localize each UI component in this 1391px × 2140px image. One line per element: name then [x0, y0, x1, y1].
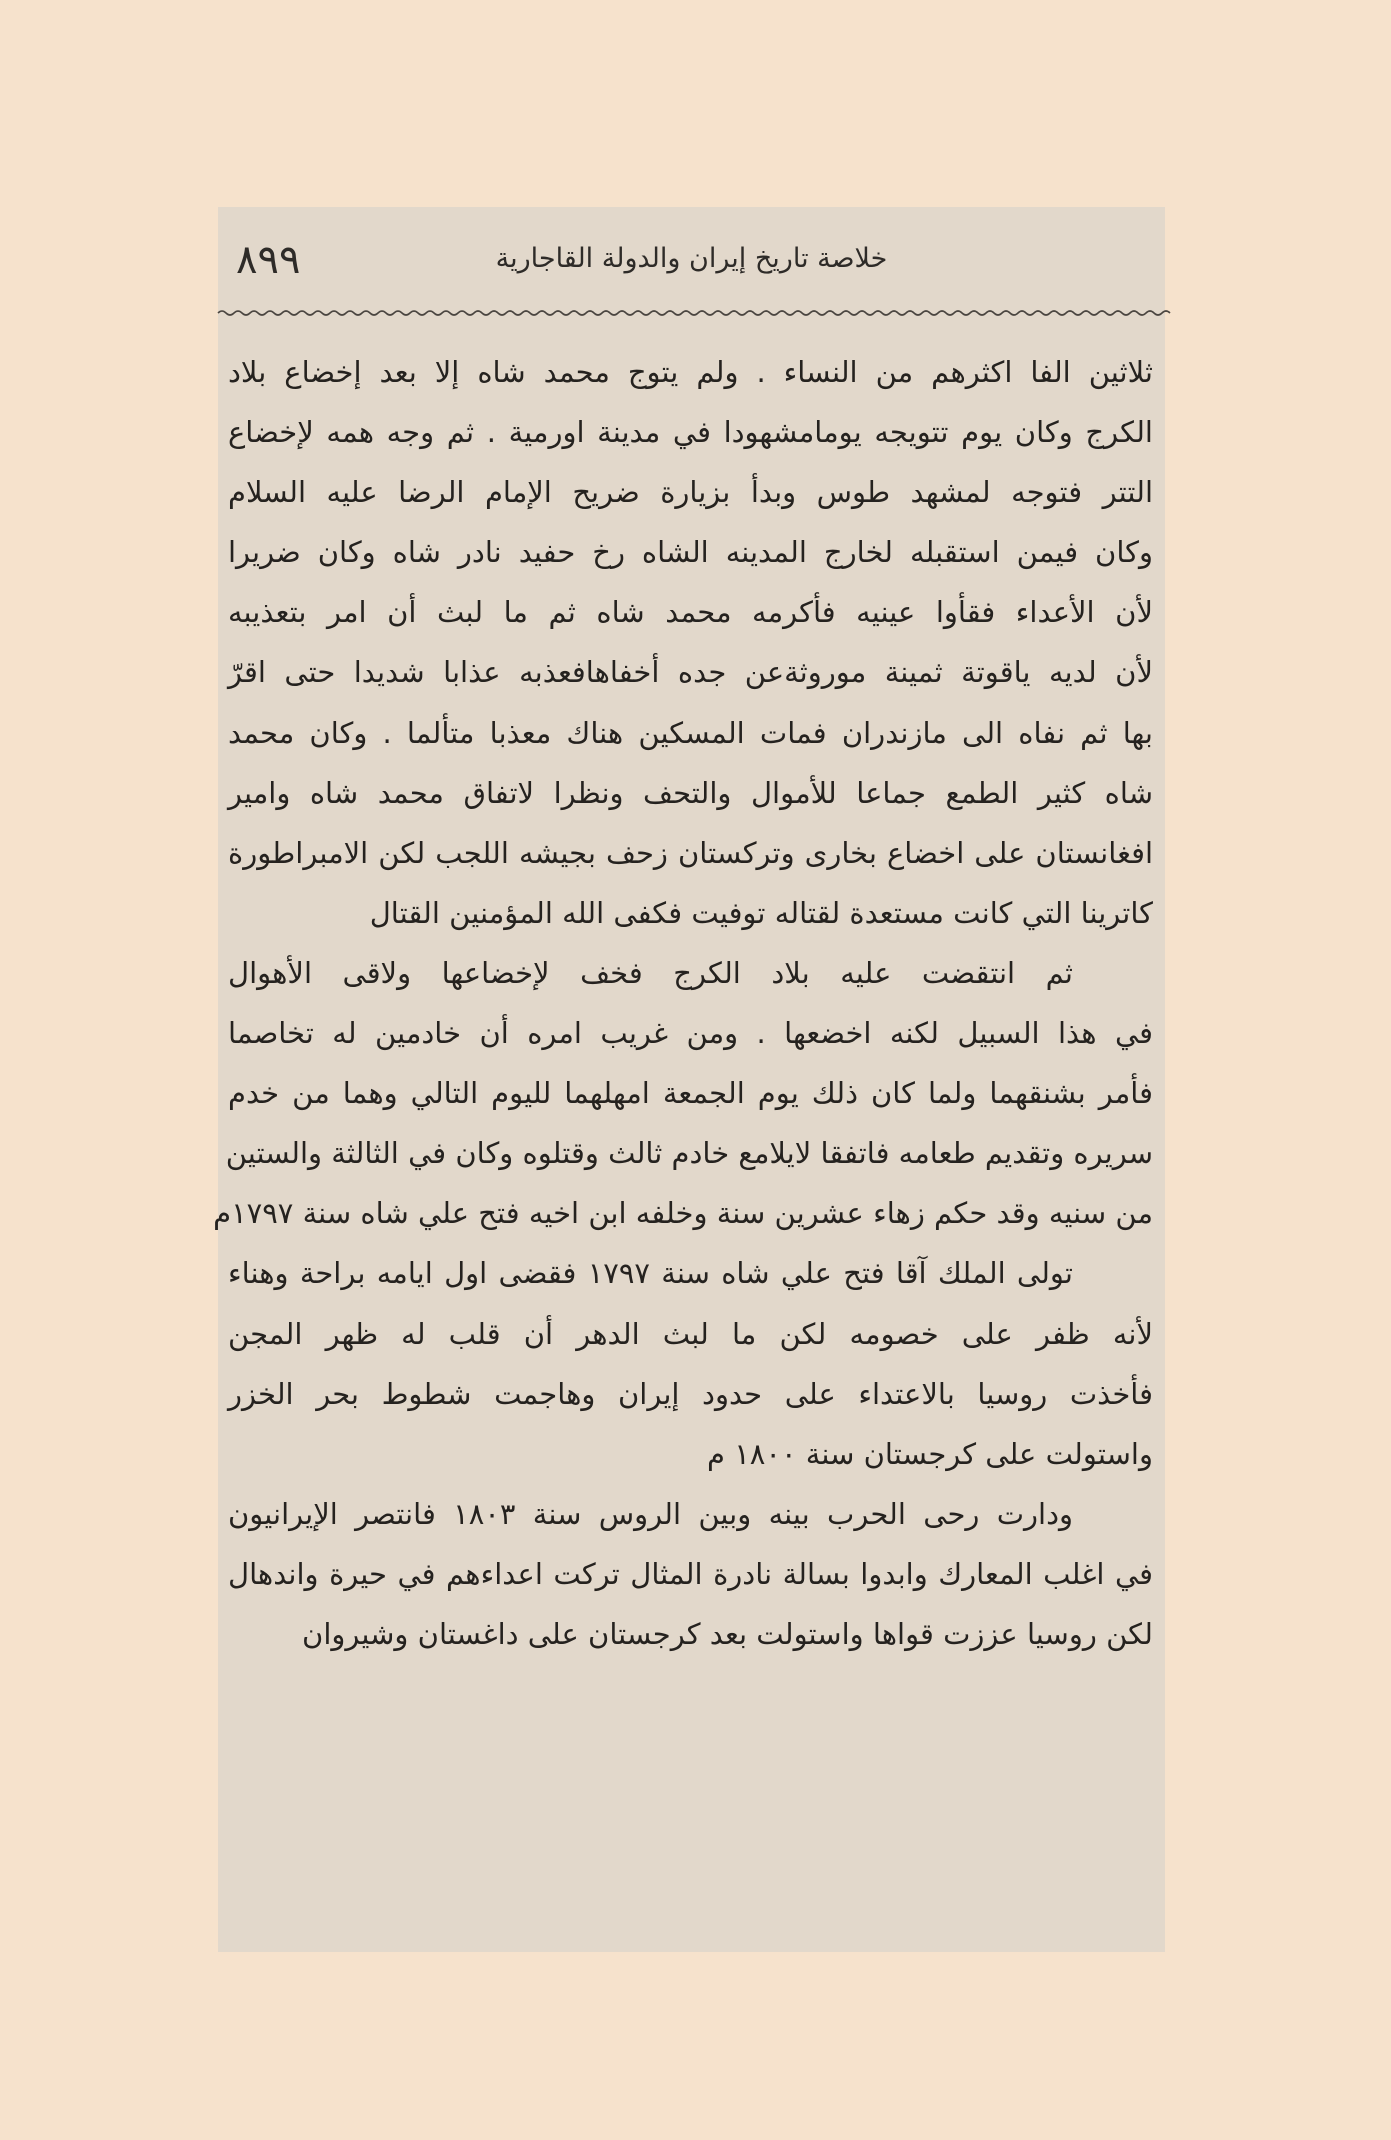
text-line: كاترينا التي كانت مستعدة لقتاله توفيت فكفى الله المؤمنين القتال: [369, 895, 1153, 930]
text-line: ودارت رحى الحرب بينه وبين الروس سنة ١٨٠٣ فانتصر الإيرانيون: [228, 1496, 1073, 1531]
text-line: بها ثم نفاه الى مازندران فمات المسكين هناك معذبا متألما . وكان محمد: [228, 715, 1153, 750]
text-line: لأن لديه ياقوتة ثمينة موروثةعن جده أخفاهافعذبه عذابا شديدا حتى اقرّ: [228, 655, 1153, 690]
text-line: وكان فيمن استقبله لخارج المدينه الشاه رخ حفيد نادر شاه وكان ضريرا: [228, 535, 1153, 570]
text-line: من سنيه وقد حكم زهاء عشرين سنة وخلفه ابن اخيه فتح علي شاه سنة ١٧٩٧م: [213, 1196, 1153, 1231]
text-line: افغانستان على اخضاع بخارى وتركستان زحف بجيشه اللجب لكن الامبراطورة: [228, 835, 1153, 870]
text-line: شاه كثير الطمع جماعا للأموال والتحف ونظرا لاتفاق محمد شاه وامير: [228, 775, 1153, 810]
text-line: لأن الأعداء فقأوا عينيه فأكرمه محمد شاه ثم ما لبث أن امر بتعذيبه: [228, 595, 1153, 630]
wavy-header-rule: [218, 307, 1165, 319]
page-number: ٨٩٩: [236, 237, 301, 283]
text-line: لكن روسيا عززت قواها واستولت بعد كرجستان على داغستان وشيروان: [302, 1616, 1153, 1651]
page-header: [218, 237, 1165, 297]
text-line: واستولت على كرجستان سنة ١٨٠٠ م: [707, 1436, 1153, 1471]
text-line: ثم انتقضت عليه بلاد الكرج فخف لإخضاعها ولاقى الأهوال: [228, 955, 1073, 990]
text-line: الكرج وكان يوم تتويجه يومامشهودا في مدينة اورمية . ثم وجه همه لإخضاع: [228, 415, 1153, 450]
body-text: [213, 342, 1165, 1664]
text-line: التتر فتوجه لمشهد طوس وبدأ بزيارة ضريح الإمام الرضا عليه السلام: [228, 475, 1153, 510]
text-line: سريره وتقديم طعامه فاتفقا لايلامع خادم ثالث وقتلوه وكان في الثالثة والستين: [225, 1136, 1153, 1171]
text-line: ثلاثين الفا اكثرهم من النساء . ولم يتوج محمد شاه إلا بعد إخضاع بلاد: [228, 355, 1153, 389]
scanned-page: [213, 207, 1165, 1952]
text-line: لأنه ظفر على خصومه لكن ما لبث الدهر أن قلب له ظهر المجن: [228, 1316, 1153, 1351]
text-line: في اغلب المعارك وابدوا بسالة نادرة المثال تركت اعداءهم في حيرة واندهال: [228, 1556, 1153, 1591]
text-line: تولى الملك آقا فتح علي شاه سنة ١٧٩٧ فقضى اول ايامه براحة وهناء: [228, 1256, 1073, 1291]
text-line: فأخذت روسيا بالاعتداء على حدود إيران وهاجمت شطوط بحر الخزر: [228, 1376, 1153, 1411]
text-line: فأمر بشنقهما ولما كان ذلك يوم الجمعة امهلهما لليوم التالي وهما من خدم: [228, 1076, 1153, 1111]
text-line: في هذا السبيل لكنه اخضعها . ومن غريب امره أن خادمين له تخاصما: [228, 1016, 1153, 1051]
running-title: خلاصة تاريخ إيران والدولة القاجارية: [495, 243, 888, 274]
